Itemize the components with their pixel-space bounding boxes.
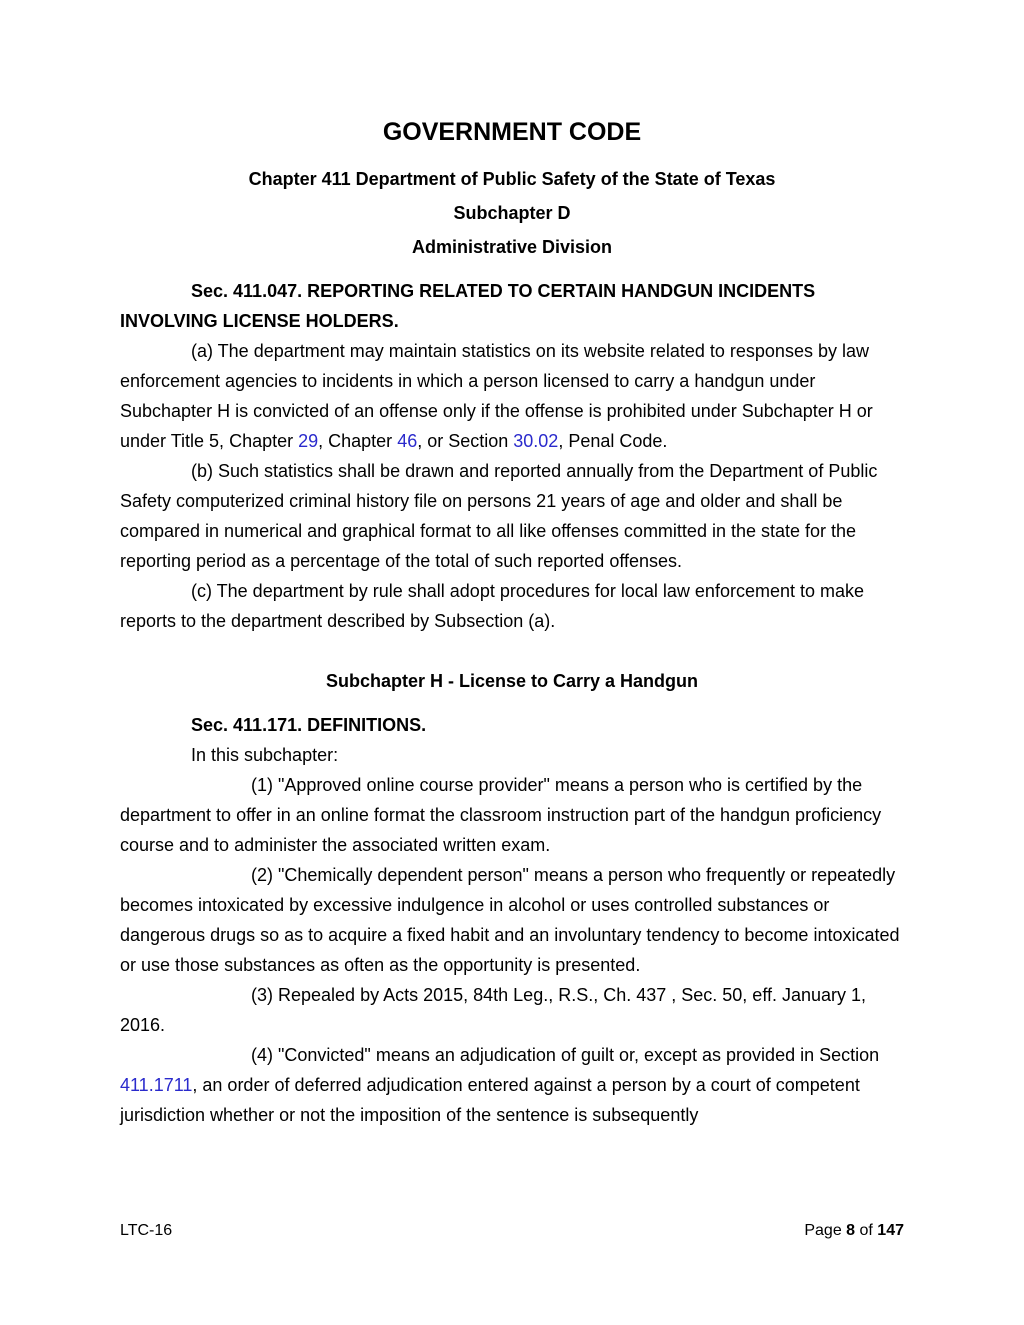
section-heading-line1: Sec. 411.047. REPORTING RELATED TO CERTAIN HANDGUN INCIDENTS [191,281,816,301]
definitions-intro: In this subchapter: [191,745,339,765]
subchapter-h-heading: Subchapter H - License to Carry a Handgun [325,671,699,691]
subsection-a [120,336,904,456]
document-id: LTC-16 [120,1222,173,1239]
total-pages: 147 [877,1222,904,1239]
subchapter-heading: Subchapter D [453,203,571,223]
page-mid: of [855,1222,878,1239]
subsection-a-text: , Chapter [318,431,398,451]
document-body [120,276,904,1130]
subsection-b: (b) Such statistics shall be drawn and reported annually from the Department of Public Safety computerized criminal history file on persons 21 years of age and older and shall be compared in numerical and graphical format to all like offenses committed in the state for the reporting period as a percentage of the total of such reported offenses. [120,461,878,571]
definition-1: (1) "Approved online course provider" means a person who is certified by the department to offer in an online format the classroom instruction part of the handgun proficiency course and to administer the associated written exam. [120,775,882,855]
definition-4-text: (4) "Convicted" means an adjudication of guilt or, except as provided in Section [251,1045,880,1065]
subsection-a-text: (a) The department may maintain statistics on its website related to responses by law enforcement agencies to incidents in which a person licensed to carry a handgun under Subchapter H is convicted of an offense only if the offense is prohibited under Subchapter H or under Title 5, Chapter [120,341,873,451]
division-heading: Administrative Division [411,237,613,257]
page-title: GOVERNMENT CODE [382,118,642,146]
subsection-a-text: , Penal Code. [558,431,668,451]
link-section-411-1711[interactable]: 411.1711 [120,1075,193,1095]
link-chapter-46[interactable]: 46 [397,431,418,451]
link-chapter-29[interactable]: 29 [298,431,319,451]
current-page: 8 [846,1222,856,1239]
section-heading-line2: INVOLVING LICENSE HOLDERS. [120,311,399,331]
subsection-a-text: , or Section [417,431,514,451]
section-heading-411-171: Sec. 411.171. DEFINITIONS. [191,715,427,735]
link-section-30-02[interactable]: 30.02 [513,431,559,451]
definition-4 [120,1040,904,1130]
definition-3: (3) Repealed by Acts 2015, 84th Leg., R.S., Ch. 437 , Sec. 50, eff. January 1, 2016. [120,985,867,1035]
page-footer [120,1222,904,1244]
definition-4-text: , an order of deferred adjudication entered against a person by a court of competent jurisdiction whether or not the imposition of the sentence is subsequently [120,1075,860,1125]
page-number [804,1222,904,1240]
page-prefix: Page [804,1222,847,1239]
chapter-heading: Chapter 411 Department of Public Safety of the State of Texas [248,169,776,189]
subsection-c: (c) The department by rule shall adopt procedures for local law enforcement to make reports to the department described by Subsection (a). [120,581,865,631]
section-heading-411-047 [120,276,904,336]
definition-2: (2) "Chemically dependent person" means a person who frequently or repeatedly becomes intoxicated by excessive indulgence in alcohol or uses controlled substances or dangerous drugs so as to acquire a fixed habit and an involuntary tendency to become intoxicated or use those substances as often as the opportunity is presented. [120,865,900,975]
